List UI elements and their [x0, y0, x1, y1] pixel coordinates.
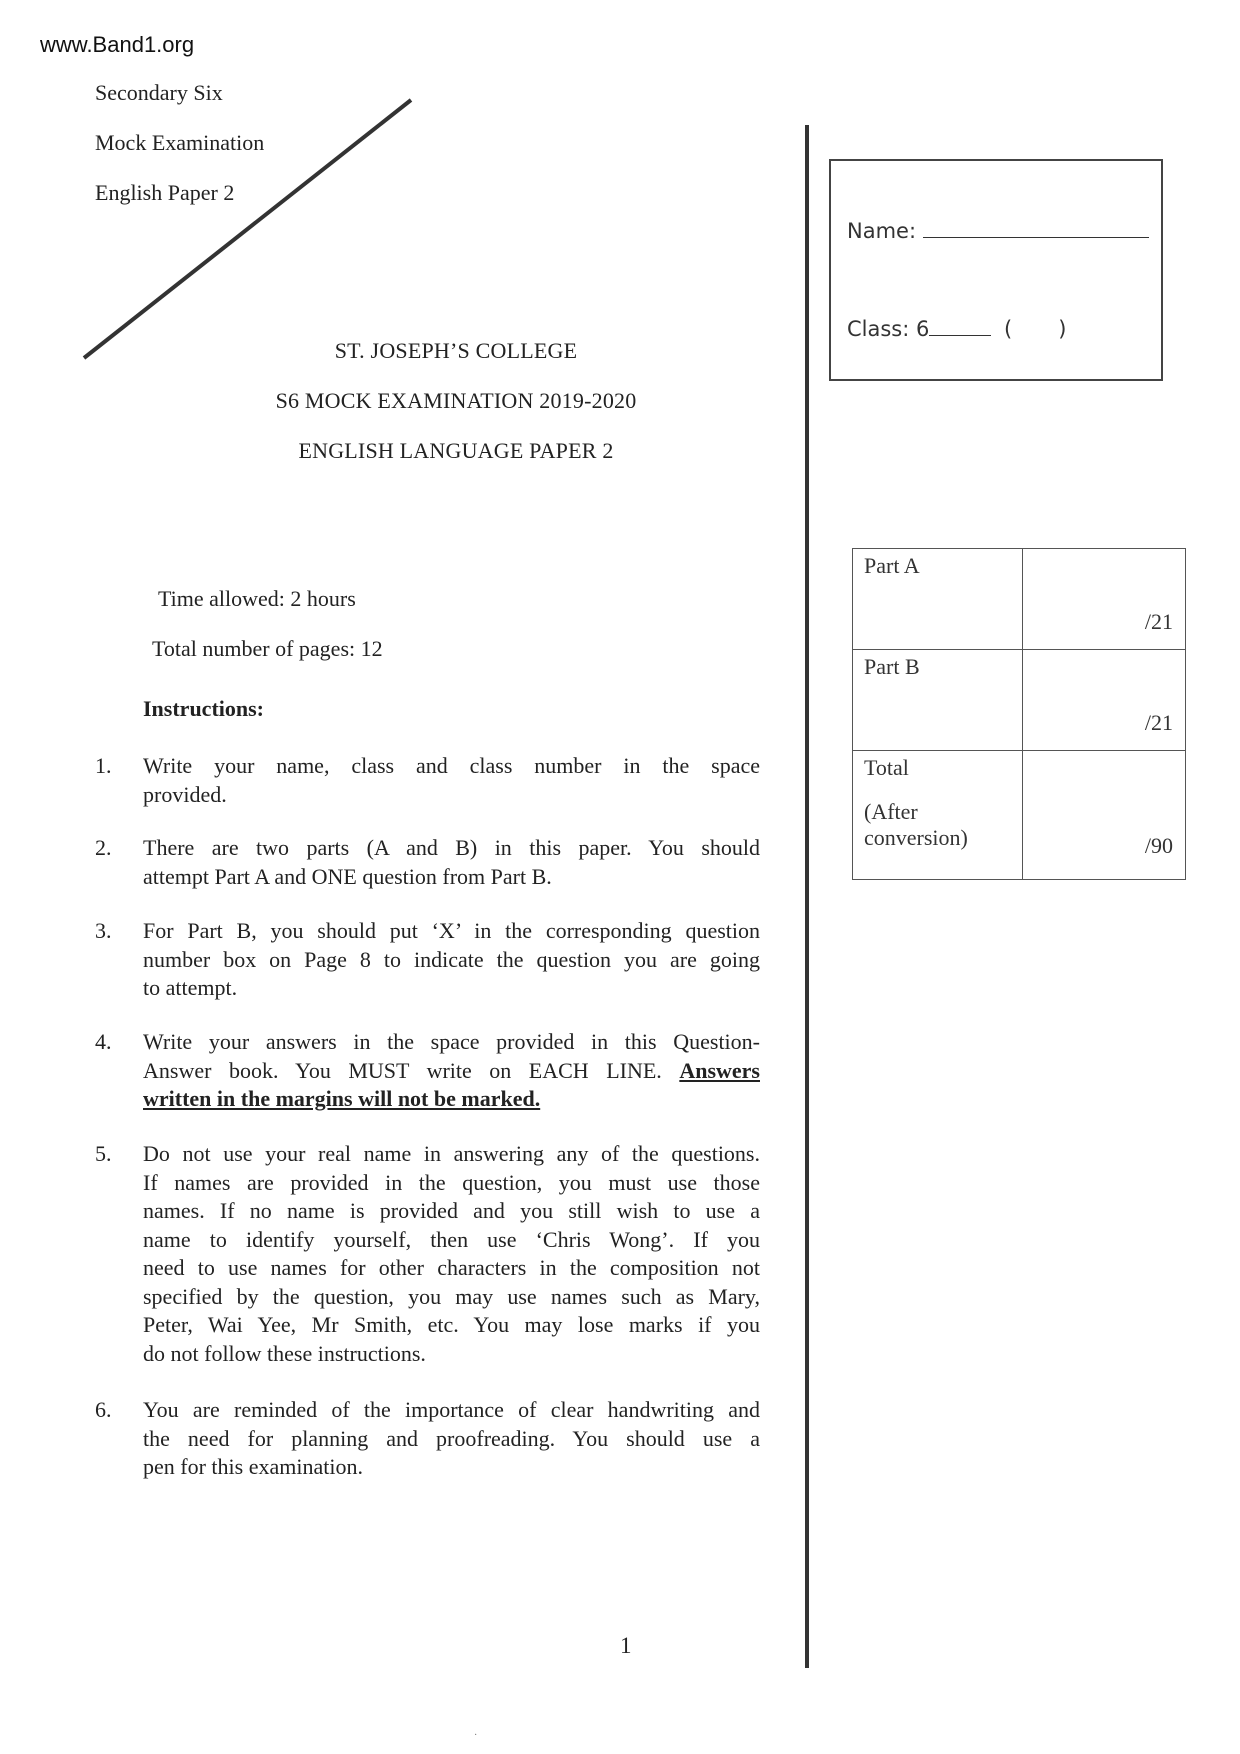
instruction-text: If names are provided in the question, you must use those: [143, 1169, 760, 1195]
instruction-line: [143, 1340, 760, 1369]
instruction-text: Do not use your real name in answering any of the questions.: [143, 1141, 760, 1166]
instruction-text: specified by the question, you may use names such as Mary,: [143, 1283, 760, 1309]
instruction-line: [143, 917, 760, 946]
total-pages: Total number of pages: 12: [152, 636, 383, 661]
name-blank[interactable]: [923, 237, 1149, 238]
instruction-line: [143, 1254, 760, 1283]
instruction-line: [143, 1425, 760, 1454]
header-level: Secondary Six: [95, 80, 223, 105]
instruction-line: [143, 946, 760, 975]
margin-divider: [805, 125, 809, 1668]
instruction-line: [143, 974, 760, 1003]
instruction-line: [143, 1085, 760, 1114]
instruction-text: attempt Part A and ONE question from Part B.: [143, 863, 552, 889]
instruction-text: For Part B, you should put ‘X’ in the corresponding question: [143, 918, 760, 943]
emphasized-text: Answers: [679, 1057, 760, 1083]
class-number-close: ): [1058, 317, 1067, 341]
instruction-text: names. If no name is provided and you still wish to use a: [143, 1198, 760, 1223]
part-a-label: Part A: [853, 549, 1023, 650]
name-label: Name:: [847, 219, 917, 243]
instruction-line: [143, 1140, 760, 1169]
class-number-open: (: [1004, 317, 1013, 341]
instruction-text: do not follow these instructions.: [143, 1340, 426, 1366]
instruction-line: [143, 752, 760, 781]
instructions-heading: Instructions:: [143, 696, 265, 721]
instruction-text: Write your name, class and class number in the space: [143, 753, 760, 778]
total-score: /90: [1023, 751, 1186, 880]
time-allowed: Time allowed: 2 hours: [158, 586, 356, 611]
instruction-number: 1.: [95, 753, 112, 778]
page-number: 1: [620, 1633, 632, 1658]
instruction-text: number box on Page 8 to indicate the question you are going: [143, 946, 760, 972]
instruction-line: [143, 863, 760, 892]
table-row: [853, 650, 1186, 751]
instruction-line: [143, 1169, 760, 1198]
total-note-2: conversion): [864, 825, 968, 850]
student-info-box: [829, 159, 1163, 381]
instruction-line: [143, 781, 760, 810]
instruction-number: 4.: [95, 1029, 112, 1054]
marks-table: [852, 548, 1186, 880]
instruction-line: [143, 1057, 760, 1086]
scan-mark: ·: [474, 1730, 478, 1741]
exam-title: S6 MOCK EXAMINATION 2019-2020: [275, 388, 637, 413]
website-watermark: www.Band1.org: [40, 32, 195, 57]
total-label: [853, 751, 1023, 880]
class-field[interactable]: [847, 317, 1066, 341]
instruction-text: You are reminded of the importance of clear handwriting and: [143, 1397, 760, 1422]
instruction-number: 5.: [95, 1141, 112, 1166]
instruction-line: [143, 1226, 760, 1255]
instruction-text: pen for this examination.: [143, 1454, 363, 1479]
instruction-text: the need for planning and proofreading. You should use a: [143, 1425, 760, 1451]
table-row: [853, 751, 1186, 880]
part-a-score: /21: [1023, 549, 1186, 650]
instruction-line: [143, 1453, 760, 1482]
school-name: ST. JOSEPH’S COLLEGE: [334, 338, 578, 363]
header-paper: English Paper 2: [95, 180, 235, 205]
instruction-line: [143, 1311, 760, 1340]
paper-title: ENGLISH LANGUAGE PAPER 2: [298, 438, 614, 463]
part-b-score: /21: [1023, 650, 1186, 751]
part-b-label: Part B: [853, 650, 1023, 751]
instruction-line: [143, 1197, 760, 1226]
instruction-line: [143, 1283, 760, 1312]
instruction-number: 2.: [95, 835, 112, 860]
instruction-line: [143, 1396, 760, 1425]
instruction-text: Write your answers in the space provided in this Question-: [143, 1029, 760, 1054]
instruction-text: Answer book. You MUST write on EACH LINE.: [143, 1057, 680, 1083]
header-exam: Mock Examination: [95, 130, 265, 155]
instruction-number: 6.: [95, 1397, 112, 1422]
instruction-text: need to use names for other characters in the composition not: [143, 1255, 760, 1280]
table-row: [853, 549, 1186, 650]
instruction-text: to attempt.: [143, 975, 238, 1000]
instruction-number: 3.: [95, 918, 112, 943]
instruction-line: [143, 834, 760, 863]
instruction-line: [143, 1028, 760, 1057]
instruction-text: name to identify yourself, then use ‘Chris Wong’. If you: [143, 1226, 760, 1252]
total-note-1: (After: [864, 799, 918, 824]
name-field[interactable]: [847, 219, 1149, 243]
class-blank[interactable]: [929, 335, 991, 336]
total-title: Total: [864, 755, 909, 780]
instruction-text: provided.: [143, 781, 227, 807]
instruction-text: Peter, Wai Yee, Mr Smith, etc. You may lose marks if you: [143, 1312, 760, 1337]
class-label: Class: 6: [847, 317, 930, 341]
instruction-text: There are two parts (A and B) in this paper. You should: [143, 835, 760, 860]
emphasized-text: written in the margins will not be marked.: [143, 1086, 541, 1111]
